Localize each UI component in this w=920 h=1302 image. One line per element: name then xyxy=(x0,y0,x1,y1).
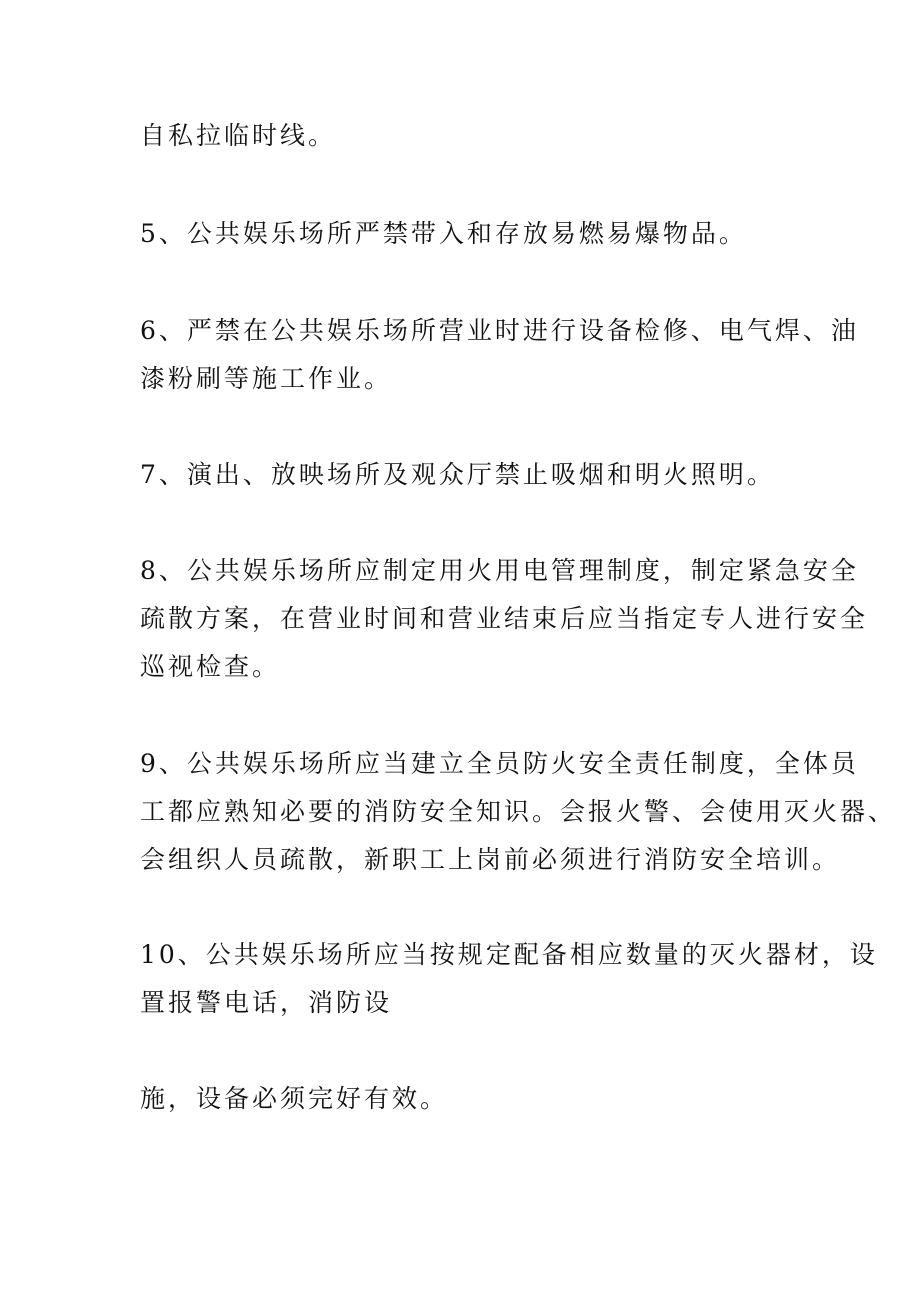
paragraph-item-6 xyxy=(140,307,859,403)
paragraph-item-9 xyxy=(140,740,897,884)
text-line: 会组织人员疏散，新职工上岗前必须进行消防安全培训。 xyxy=(140,845,841,874)
text-line: 置报警电话，消防设 xyxy=(140,988,393,1017)
paragraph-continuation xyxy=(140,112,790,160)
text-line: 10、公共娱乐场所应当按规定配备相应数量的灭火器材，设 xyxy=(140,940,878,969)
text-line: 施，设备必须完好有效。 xyxy=(140,1084,449,1113)
paragraph-item-10 xyxy=(140,931,878,1027)
text-line: 6、严禁在公共娱乐场所营业时进行设备检修、电气焊、油 xyxy=(140,316,859,345)
text-line: 8、公共娱乐场所应制定用火用电管理制度，制定紧急安全 xyxy=(140,556,859,585)
text-line: 疏散方案，在营业时间和营业结束后应当指定专人进行安全 xyxy=(140,604,869,633)
text-line: 工都应熟知必要的消防安全知识。会报火警、会使用灭火器、 xyxy=(140,797,897,826)
text-line: 巡视检查。 xyxy=(140,652,281,681)
text-line: 漆粉刷等施工作业。 xyxy=(140,364,393,393)
text-line: 自私拉临时线。 xyxy=(140,121,337,150)
paragraph-item-5 xyxy=(140,210,790,258)
paragraph-item-7 xyxy=(140,451,790,499)
text-line: 7、演出、放映场所及观众厅禁止吸烟和明火照明。 xyxy=(140,460,775,489)
text-line: 9、公共娱乐场所应当建立全员防火安全责任制度，全体员 xyxy=(140,749,859,778)
paragraph-item-10-continuation xyxy=(140,1075,790,1123)
text-line: 5、公共娱乐场所严禁带入和存放易燃易爆物品。 xyxy=(140,219,747,248)
paragraph-item-8 xyxy=(140,547,869,691)
